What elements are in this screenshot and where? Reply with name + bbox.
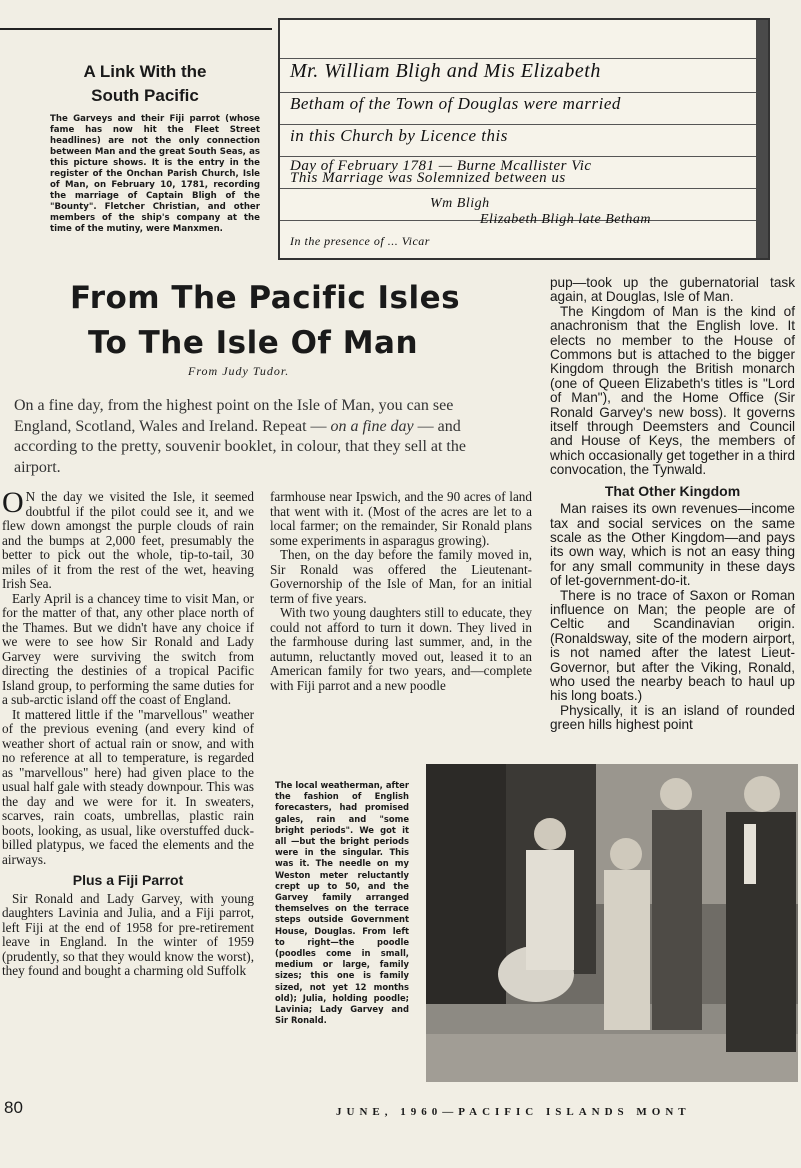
subheading: Plus a Fiji Parrot <box>72 872 184 888</box>
top-rule <box>0 28 272 30</box>
article-column-2 <box>270 490 532 693</box>
register-line: This Marriage was Solemnized between us <box>290 170 566 186</box>
headline <box>40 276 510 366</box>
photo-caption: The local weatherman, after the fashion of English forecasters, had promised gales, rain and "some bright periods". We got it all —but the bright periods were in the singular. This was it. The needle on my Weston meter reluctantly crept up to 50, and the Garvey family arranged themselves on the terrace steps outside Government House, Douglas. From left to right—the poodle (poodles come in small, medium or large, family sizes; this one is family sized, not yet 12 months old); Julia, holding poodle; Lavinia; Lady Garvey and Sir Ronald. <box>275 780 409 1026</box>
register-line: In the presence of ... Vicar <box>290 234 430 248</box>
register-signature: Wm Bligh <box>430 196 490 211</box>
paragraph: Sir Ronald and Lady Garvey, with young daughters Lavinia and Julia, and a Fiji parrot, left Fiji at the end of 1958 for pre-retirement leave in England. In the winter of 1959 (prudently, so that they would know the worst), they found and bought a charming old Suffolk <box>2 890 254 978</box>
paragraph: There is no trace of Saxon or Roman influence on Man; the people are of Celtic and Scandinavian origin. (Ronaldsway, site of the modern airport, is not named after the latest Lieut-Governor, but after the Viking, Ronald, who used the nearby beach to haul up his long boats.) <box>550 587 795 704</box>
running-footer: JUNE, 1960—PACIFIC ISLANDS MONT <box>336 1106 691 1118</box>
sidebar-title-line2: South Pacific <box>91 86 199 105</box>
paragraph: Then, on the day before the family moved in, Sir Ronald was offered the Lieutenant-Governorship of the Isle of Man, for an initial term of five years. <box>270 547 532 606</box>
paragraph: pup—took up the gubernatorial task again, at Douglas, Isle of Man. <box>550 275 795 305</box>
page-number: 80 <box>4 1098 23 1117</box>
headline-line2: To The Isle Of Man <box>88 325 419 361</box>
article-column-1 <box>2 486 254 979</box>
family-photo <box>426 764 798 1082</box>
paragraph: Man raises its own revenues—income tax and social services on the same scale as the Other Kingdom—and pays its own way, which is not an easy thing for any small community in these days of let-government-do-it. <box>550 501 795 589</box>
register-line: Mr. William Bligh and Mis Elizabeth <box>290 60 601 82</box>
sidebar-text: The Garveys and their Fiji parrot (whose fame has now hit the Fleet Street headlines) are not the only connection between Man and the great South Seas, as this picture shows. It is the entry in the register of the Onchan Parish Church, Isle of Man, on February 10, 1781, recording the marriage of Captain Bligh of the "Bounty". Fletcher Christian, and other members of the ship's company at the time of the mutiny, were Manxmen. <box>50 114 260 234</box>
paragraph: farmhouse near Ipswich, and the 90 acres of land that went with it. (Most of the acres are let to a local farmer; on the remainder, Sir Ronald plans some experiments in asparagus growing). <box>270 489 532 548</box>
paragraph: Early April is a chancey time to visit Man, or for the matter of that, any other place north of the Thames. But we didn't have any choice if we were to see how Sir Ronald and Lady Garvey were surviving the switch from directing the destinies of a tropical Pacific Island group, to performing the same duties for a sub-arctic island off the coast of England. <box>2 590 254 707</box>
intro-paragraph: On a fine day, from the highest point on the Isle of Man, you can see England, Scotland, Wales and Ireland. Repeat — on a fine day — and according to the pretty, souvenir booklet, in colour, that they sell at the airport. <box>14 397 466 476</box>
headline-line1: From The Pacific Isles <box>70 280 461 316</box>
register-line: Day of February 1781 — Burne Mcallister Vic <box>290 158 592 174</box>
paragraph: The Kingdom of Man is the kind of anachronism that the English love. It elects no member to the House of Commons but is attached to the bigger Kingdom through the British monarch (one of Queen Elizabeth's titles is "Lord of Man"), and the Home Office (Sir Ronald Garvey's new boss). It governs itself through Deemsters and Council and House of Keys, the members of which occasionally get together in a third convocation, the Tynwald. <box>550 303 795 478</box>
drop-cap: O <box>2 486 24 519</box>
byline: From Judy Tudor. <box>188 364 290 378</box>
paragraph: Physically, it is an island of rounded green hills highest point <box>550 702 795 733</box>
paragraph: It mattered little if the "marvellous" weather of the previous evening (and every kind of weather short of actual rain or snow, and with no reference at all to temperature, is regarded as "marvellous" here) had given place to the usual half gale with steady downpour. This was the day and we were for it. In sweaters, scarves, rain coats, umbrellas, plastic rain boots, looking, as usual, like overstuffed duck-billed platypus, we faced the elements and the airways. <box>2 706 254 867</box>
sidebar-title <box>40 60 250 108</box>
sidebar-title-line1: A Link With the <box>83 62 207 81</box>
parish-register-image <box>278 18 770 260</box>
register-line: in this Church by Licence this <box>290 126 508 145</box>
paragraph: O N the day we visited the Isle, it seemed doubtful if the pilot could see it, and we flew down amongst the purple clouds of rain and the bumps at 2,000 feet, presumably the better to pick out the whole, tip-to-tail, 30 miles of it from the rest of the wet, heaving Irish Sea. <box>2 486 254 591</box>
article-column-3 <box>550 276 795 733</box>
register-line: Betham of the Town of Douglas were married <box>290 94 621 113</box>
paragraph: With two young daughters still to educate, they could not afford to turn it down. They lived in the farmhouse during last summer, and, in the autumn, reluctantly moved out, leased it to an American family for two years, and—complete with Fiji parrot and a new poodle <box>270 605 532 693</box>
register-signature: Elizabeth Bligh late Betham <box>480 212 651 227</box>
subheading: That Other Kingdom <box>604 482 741 499</box>
